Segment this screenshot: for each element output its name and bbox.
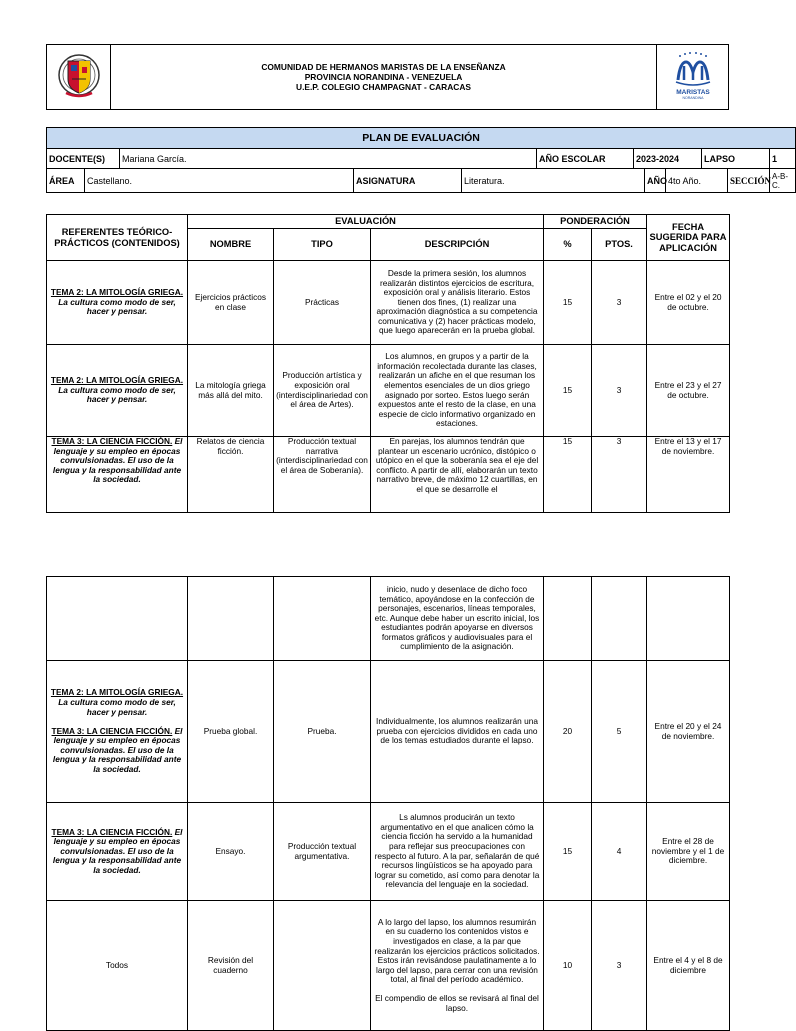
row-referente [47,437,188,513]
row-ptos: 3 [592,261,647,345]
institution-line-2: PROVINCIA NORANDINA - VENEZUELA [304,72,463,82]
table-row [47,345,730,437]
row-ptos [592,577,647,661]
header-evaluacion: EVALUACIÓN [188,215,544,229]
row-nombre: La mitología griega más allá del mito. [188,345,274,437]
institution-line-3: U.E.P. COLEGIO CHAMPAGNAT - CARACAS [296,82,471,92]
row-referente [47,803,188,901]
table-row [47,901,730,1031]
institution-title-cell [111,45,657,110]
tema-title: TEMA 3: LA CIENCIA FICCIÓN. [51,725,173,736]
tema-subtitle: La cultura como modo de ser, hacer y pensar. [58,296,176,317]
row-nombre: Ensayo. [188,803,274,901]
header-referentes: REFERENTES TEÓRICO-PRÁCTICOS (CONTENIDOS) [47,215,188,261]
row-fecha: Entre el 20 y el 24 de noviembre. [647,661,730,803]
row-ptos: 4 [592,803,647,901]
maristas-logo-text: MARISTAS [675,88,710,96]
row-descripcion: Desde la primera sesión, los alumnos realizarán distintos ejercicios de escritura, exposición oral y análisis literario. Estos tienen dos fines, (1) realizar una aproximación diagnóstica a su competencia comunicativa y (2) hacer prácticas modelo, que luego aparecerán en la prueba global. [371,261,544,345]
row-descripcion: Ls alumnos producirán un texto argumentativo en el que analicen cómo la ciencia ficción ha servido a la humanidad para reflejar sus preocupaciones con respecto al futuro. A la par, señalarán de qué recursos lingüísticos se ha apoyado para lograr su cometido, así como para denotar la relevancia del lenguaje en la sociedad. [371,803,544,901]
tema-title: TEMA 3: LA CIENCIA FICCIÓN. [51,826,173,837]
row-descripcion: inicio, nudo y desenlace de dicho foco temático, apoyándose en la confección de personajes, escenarios, líneas temporales, etc. Aunque debe haber un escrito inicial, los estudiantes podrán apoyarse en diversos formatos gráficos y audiovisuales para el cumplimiento de la asignación. [371,577,544,661]
row-fecha: Entre el 13 y el 17 de noviembre. [647,437,730,513]
row-tipo: Prácticas [274,261,371,345]
row-ptos: 5 [592,661,647,803]
row-nombre: Revisión del cuaderno [188,901,274,1031]
maristas-logo-subtext: NORANDINA [681,95,704,100]
evaluation-table-1 [46,214,730,513]
row-ptos: 3 [592,901,647,1031]
row-tipo [274,577,371,661]
seccion-label: SECCIÓN [728,169,770,193]
row-pct: 20 [544,661,592,803]
table-row [47,437,730,513]
descripcion-paragraph-2: El compendio de ellos se revisará al final del lapso. [375,992,539,1013]
row-referente [47,577,188,661]
anio-escolar-value: 2023-2024 [634,149,702,169]
row-nombre [188,577,274,661]
table-row [47,661,730,803]
row-nombre: Prueba global. [188,661,274,803]
tema-subtitle: El lenguaje y su empleo en épocas convulsionadas. El uso de la lengua y la responsabilidad ante la sociedad. [52,826,183,875]
row-referente [47,345,188,437]
anio-escolar-label: AÑO ESCOLAR [537,149,634,169]
row-pct: 10 [544,901,592,1031]
header-tipo: TIPO [274,229,371,261]
header-ponderacion: PONDERACIÓN [544,215,647,229]
header-fecha: FECHA SUGERIDA PARA APLICACIÓN [647,215,730,261]
row-pct: 15 [544,437,592,513]
tema-title: TEMA 2: LA MITOLOGÍA GRIEGA. [50,287,184,298]
maristas-logo-icon [668,50,718,100]
docente-label: DOCENTE(S) [47,149,120,169]
row-pct: 15 [544,803,592,901]
row-nombre: Relatos de ciencia ficción. [188,437,274,513]
tema-subtitle: El lenguaje y su empleo en épocas convulsionadas. El uso de la lengua y la responsabilidad ante la sociedad. [52,436,183,485]
header-nombre: NOMBRE [188,229,274,261]
institution-header [46,44,729,110]
tema-title: TEMA 2: LA MITOLOGÍA GRIEGA. [50,375,184,386]
tema-title: TEMA 3: LA CIENCIA FICCIÓN. [51,436,173,446]
header-descripcion: DESCRIPCIÓN [371,229,544,261]
anio-value: 4to Año. [666,169,728,193]
lapso-label: LAPSO [702,149,770,169]
area-label: ÁREA [47,169,85,193]
row-tipo: Prueba. [274,661,371,803]
crest-icon [58,49,100,101]
area-value: Castellano. [85,169,354,193]
row-tipo: Producción textual argumentativa. [274,803,371,901]
tema-title: TEMA 2: LA MITOLOGÍA GRIEGA. [50,687,184,698]
row-referente [47,661,188,803]
row-ptos: 3 [592,345,647,437]
anio-label: AÑO [645,169,666,193]
maristas-logo [657,45,729,110]
header-pct: % [544,229,592,261]
row-nombre: Ejercicios prácticos en clase [188,261,274,345]
row-pct [544,577,592,661]
institution-line-1: COMUNIDAD DE HERMANOS MARISTAS DE LA ENSEÑANZA [261,62,506,72]
row-pct: 15 [544,261,592,345]
tema-subtitle: El lenguaje y su empleo en épocas convulsionadas. El uso de la lengua y la responsabilidad ante la sociedad. [52,725,183,775]
asignatura-label: ASIGNATURA [354,169,462,193]
row-tipo: Producción artística y exposición oral (interdisciplinariedad con el área de Artes). [274,345,371,437]
plan-info-table [46,127,796,193]
table-row [47,803,730,901]
row-fecha: Entre el 28 de noviembre y el 1 de diciembre. [647,803,730,901]
row-referente [47,261,188,345]
evaluation-table-2 [46,576,730,1031]
row-descripcion [371,901,544,1031]
row-fecha: Entre el 4 y el 8 de diciembre [647,901,730,1031]
row-tipo [274,901,371,1031]
plan-title: PLAN DE EVALUACIÓN [47,128,796,149]
asignatura-value: Literatura. [462,169,645,193]
row-descripcion: Individualmente, los alumnos realizarán una prueba con ejercicios divididos en cada uno de los temas estudiados durante el lapso. [371,661,544,803]
docente-value: Mariana García. [120,149,537,169]
row-ptos: 3 [592,437,647,513]
row-referente: Todos [47,901,188,1031]
header-ptos: PTOS. [592,229,647,261]
descripcion-paragraph-1: A lo largo del lapso, los alumnos resumirán en su cuaderno los contenidos vistos e investigados en clase, a la par que realizarán los ejercicios prácticos solicitados. Estos irán revisándose paulatinamente a lo largo del lapso, para cerrar con una revisión total, al final del período académico. [374,916,540,985]
tema-subtitle: La cultura como modo de ser, hacer y pensar. [58,696,176,717]
school-crest-logo [47,45,111,110]
lapso-value: 1 [770,149,796,169]
row-fecha: Entre el 23 y el 27 de octubre. [647,345,730,437]
row-descripcion: En parejas, los alumnos tendrán que plantear un escenario ucrónico, distópico o utópico en el que la soberanía sea el eje del conflicto. A partir de allí, elaborarán un texto narrativo breve, de máximo 12 cuartillas, en el que se desarrolle el [371,437,544,513]
row-pct: 15 [544,345,592,437]
tema-subtitle: La cultura como modo de ser, hacer y pensar. [58,384,176,405]
row-fecha: Entre el 02 y el 20 de octubre. [647,261,730,345]
table-row [47,577,730,661]
row-descripcion: Los alumnos, en grupos y a partir de la información recolectada durante las clases, realizarán un afiche en el que resuman los elementos esenciales de un dios griego asignado por sorteo. Estos luego serán expuestos ante el resto de la clase, en una especie de ciclo informativo organizado en estaciones. [371,345,544,437]
seccion-value: A-B-C. [770,169,796,193]
table-row [47,261,730,345]
row-tipo: Producción textual narrativa (interdisciplinariedad con el área de Soberanía). [274,437,371,513]
row-fecha [647,577,730,661]
